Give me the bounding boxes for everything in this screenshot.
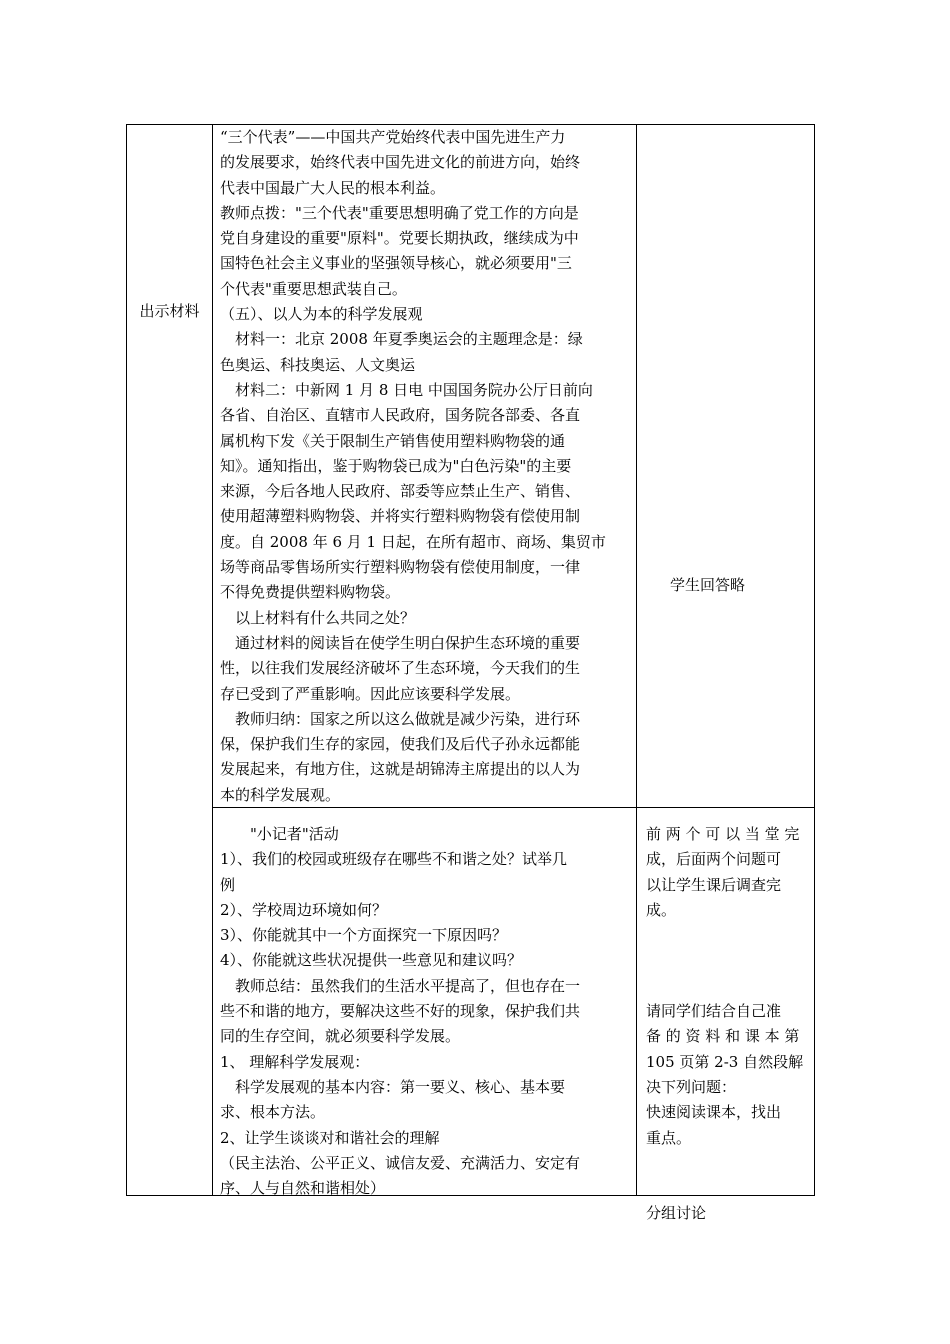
text-line: 国特色社会主义事业的坚强领导核心，就必须要用"三 xyxy=(220,254,572,273)
text-line: 分组讨论 xyxy=(646,1204,707,1223)
section1-content xyxy=(220,125,634,808)
text-line: 科学发展观的基本内容：第一要义、核心、基本要 xyxy=(235,1077,566,1096)
text-line xyxy=(646,923,808,948)
section2-content xyxy=(220,822,634,1201)
text-line: 不得免费提供塑料购物袋。 xyxy=(220,583,401,602)
text-line: 成，后面两个问题可 xyxy=(646,850,782,869)
text-line: 材料二：中新网 1 月 8 日电 中国国务院办公厅日前向 xyxy=(235,380,593,399)
text-line: 备 的 资 料 和 课 本 第 xyxy=(646,1027,800,1046)
text-line: 前 两 个 可 以 当 堂 完 xyxy=(646,825,800,843)
text-line xyxy=(646,1151,808,1176)
left-label: 出示材料 xyxy=(139,302,200,320)
text-line: 材料一：北京 2008 年夏季奥运会的主题理念是：绿 xyxy=(235,330,583,349)
text-line: 些不和谐的地方，要解决这些不好的现象，保护我们共 xyxy=(220,1002,581,1021)
text-line: 成。 xyxy=(646,900,677,919)
text-line: 场等商品零售场所实行塑料购物袋有偿使用制度，一律 xyxy=(220,558,581,577)
text-line: 度。自 2008 年 6 月 1 日起，在所有超市、商场、集贸市 xyxy=(220,532,606,551)
text-line: 105 页第 2-3 自然段解 xyxy=(646,1052,804,1071)
text-line: 性，以往我们发展经济破坏了生态环境，今天我们的生 xyxy=(220,659,581,678)
text-line: 请同学们结合自己准 xyxy=(646,1002,782,1021)
text-line: 快速阅读课本，找出 xyxy=(646,1103,782,1122)
text-line: 代表中国最广大人民的根本利益。 xyxy=(220,178,446,197)
text-line: 2、让学生谈谈对和谐社会的理解 xyxy=(220,1128,440,1147)
text-line: 以让学生课后调查完 xyxy=(646,875,782,894)
text-line: 保，保护我们生存的家园，使我们及后代子孙永远都能 xyxy=(220,735,581,754)
text-line: 存已受到了严重影响。因此应该要科学发展。 xyxy=(220,684,521,703)
text-line: 序、人与自然和谐相处） xyxy=(220,1179,386,1198)
text-line: 来源，今后各地人民政府、部委等应禁止生产、销售、 xyxy=(220,482,581,501)
text-line xyxy=(646,1176,808,1201)
text-line: 1、 理解科学发展观： xyxy=(220,1052,370,1071)
text-line: "小记者"活动 xyxy=(250,825,339,843)
column-divider xyxy=(636,125,637,1195)
section1-note xyxy=(646,573,808,598)
text-line: 同的生存空间，就必须要科学发展。 xyxy=(220,1027,461,1046)
text-line: 知》。通知指出，鉴于购物袋已成为"白色污染"的主要 xyxy=(220,456,572,475)
text-line: 通过材料的阅读旨在使学生明白保护生态环境的重要 xyxy=(235,633,581,652)
text-line: 3）、你能就其中一个方面探究一下原因吗？ xyxy=(220,926,508,945)
text-line: 以上材料有什么共同之处？ xyxy=(235,608,416,627)
text-line: 4）、你能就这些状况提供一些意见和建议吗？ xyxy=(220,951,523,970)
section2-notes xyxy=(646,822,808,1227)
text-line: 求、根本方法。 xyxy=(220,1103,326,1122)
lesson-table xyxy=(126,124,815,1223)
text-line: 1）、我们的校园或班级存在哪些不和谐之处？试举几 xyxy=(220,850,568,869)
text-line: （民主法治、公平正义、诚信友爱、充满活力、安定有 xyxy=(220,1153,581,1172)
text-line: （五）、以人为本的科学发展观 xyxy=(220,305,423,324)
text-line: 各省、自治区、直辖市人民政府，国务院各部委、各直 xyxy=(220,406,581,425)
text-line: “三个代表”——中国共产党始终代表中国先进生产力 xyxy=(220,128,566,146)
text-line: 本的科学发展观。 xyxy=(220,785,341,804)
text-line: 教师总结：虽然我们的生活水平提高了，但也存在一 xyxy=(235,976,581,995)
text-line: 使用超薄塑料购物袋、并将实行塑料购物袋有偿使用制 xyxy=(220,507,581,526)
text-line: 重点。 xyxy=(646,1128,692,1147)
text-line: 个代表"重要思想武装自己。 xyxy=(220,279,407,298)
text-line: 发展起来，有地方住，这就是胡锦涛主席提出的以人为 xyxy=(220,760,581,779)
text-line: 教师归纳：国家之所以这么做就是减少污染，进行环 xyxy=(235,709,581,728)
text-line: 学生回答略 xyxy=(670,576,746,594)
text-line xyxy=(646,974,808,999)
column-divider xyxy=(212,125,213,1195)
text-line: 教师点拨："三个代表"重要思想明确了党工作的方向是 xyxy=(220,203,579,222)
text-line: 属机构下发《关于限制生产销售使用塑料购物袋的通 xyxy=(220,431,566,450)
text-line: 例 xyxy=(220,875,236,894)
text-line xyxy=(646,948,808,973)
text-line: 党自身建设的重要"原料"。党要长期执政，继续成为中 xyxy=(220,229,579,248)
text-line: 色奥运、科技奥运、人文奥运 xyxy=(220,355,416,374)
text-line: 决下列问题： xyxy=(646,1077,737,1096)
text-line: 2）、学校周边环境如何？ xyxy=(220,900,388,919)
text-line: 的发展要求，始终代表中国先进文化的前进方向，始终 xyxy=(220,153,581,172)
